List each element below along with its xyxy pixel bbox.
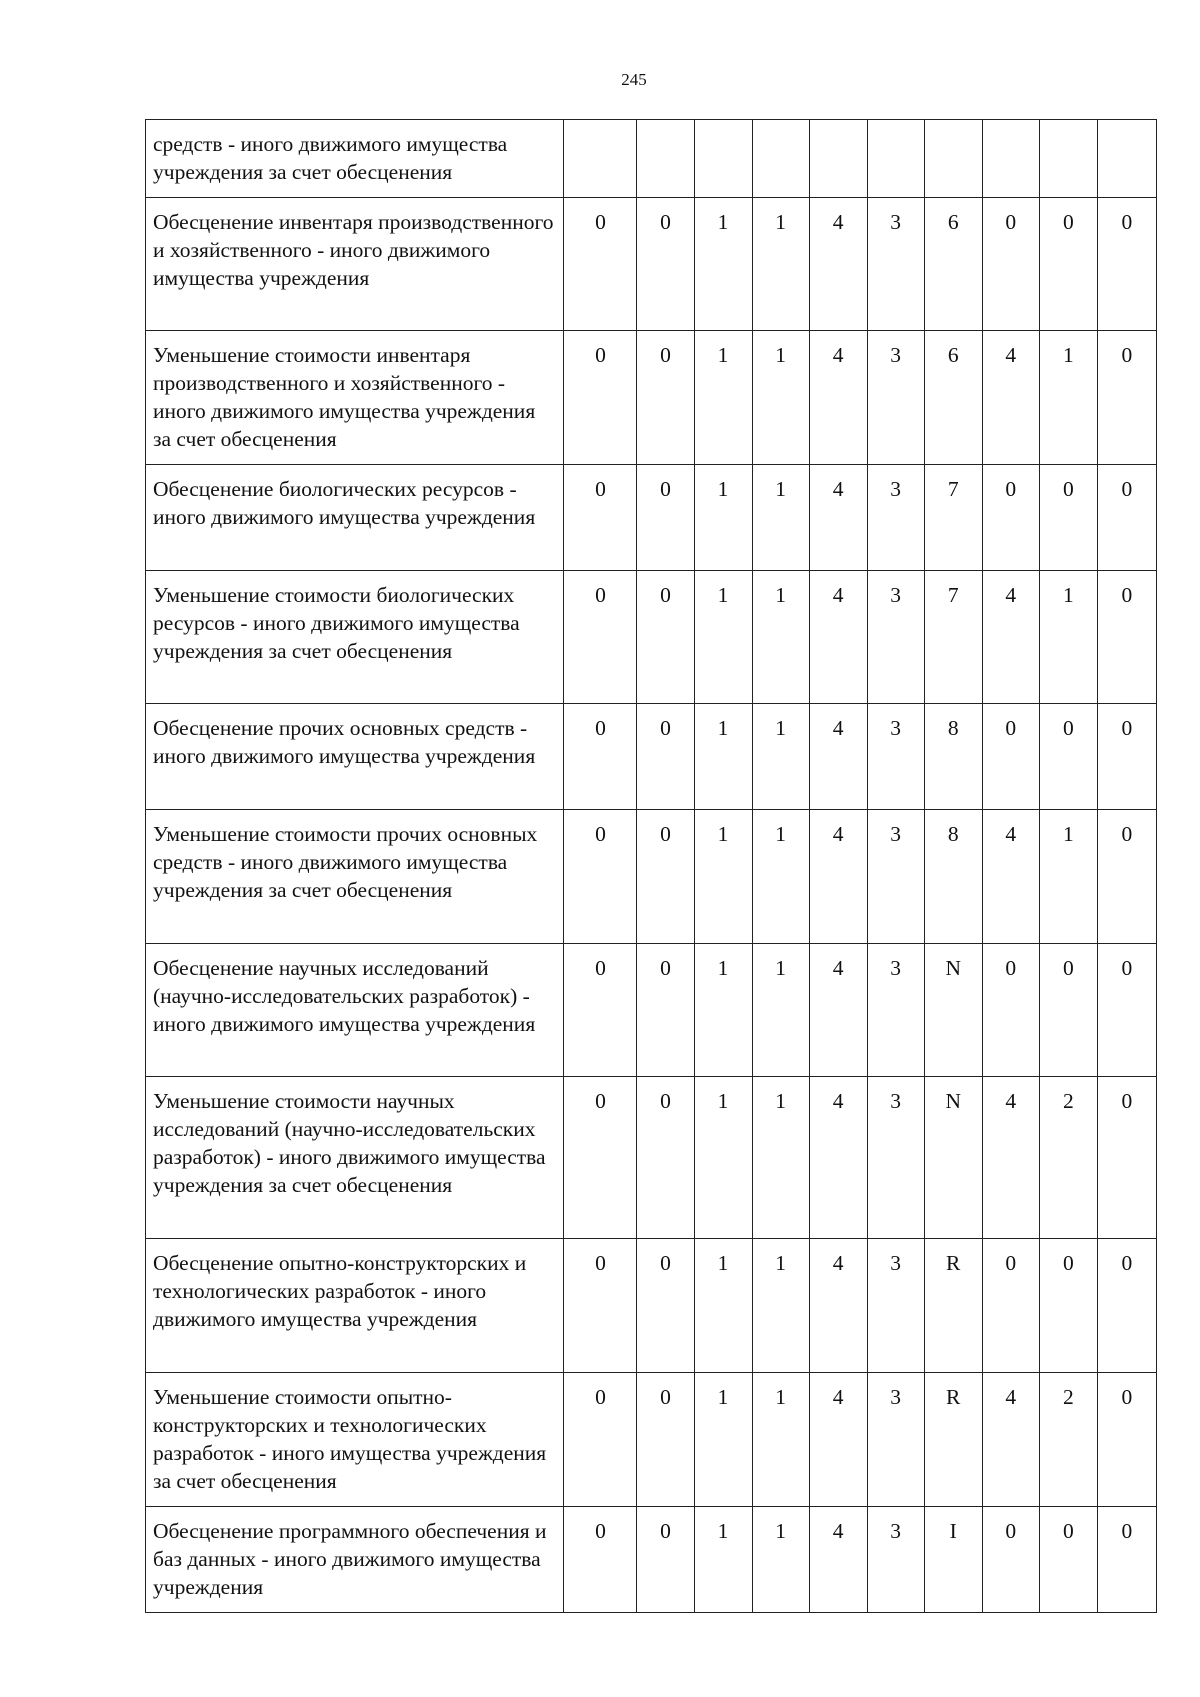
code-digit: 0 xyxy=(982,465,1039,571)
row-description: средств - иного движимого имущества учреждения за счет обесценения xyxy=(146,120,564,198)
code-digit: 1 xyxy=(752,1239,809,1373)
code-digit: 0 xyxy=(1097,571,1156,704)
code-digit: 0 xyxy=(1039,1239,1097,1373)
code-digit: 1 xyxy=(694,810,752,944)
code-digit: 0 xyxy=(637,704,694,810)
code-digit: 4 xyxy=(809,1077,867,1239)
code-digit xyxy=(637,120,694,198)
code-digit: 7 xyxy=(924,571,982,704)
code-digit: 1 xyxy=(752,331,809,465)
code-digit: 1 xyxy=(694,944,752,1077)
code-digit: 2 xyxy=(1039,1077,1097,1239)
code-digit: 1 xyxy=(694,1373,752,1507)
code-digit: 3 xyxy=(867,1507,924,1613)
code-digit xyxy=(564,120,637,198)
code-digit: 0 xyxy=(564,1507,637,1613)
table-row xyxy=(146,944,1157,1077)
code-digit: 1 xyxy=(752,1077,809,1239)
code-digit: 6 xyxy=(924,331,982,465)
code-digit: 0 xyxy=(564,1077,637,1239)
table-row xyxy=(146,198,1157,331)
table-row xyxy=(146,810,1157,944)
code-digit: 0 xyxy=(1097,198,1156,331)
row-description: Уменьшение стоимости инвентаря производственного и хозяйственного - иного движимого имущества учреждения за счет обесценения xyxy=(146,331,564,465)
code-digit: 8 xyxy=(924,810,982,944)
code-digit: 1 xyxy=(752,198,809,331)
code-digit: 4 xyxy=(982,1077,1039,1239)
code-digit: 1 xyxy=(694,1507,752,1613)
code-digit: 4 xyxy=(809,1507,867,1613)
table-row xyxy=(146,1507,1157,1613)
code-digit: 0 xyxy=(637,465,694,571)
table-row xyxy=(146,120,1157,198)
code-digit: 0 xyxy=(982,198,1039,331)
code-digit: 7 xyxy=(924,465,982,571)
code-digit: 0 xyxy=(637,1373,694,1507)
row-description: Обесценение опытно-конструкторских и технологических разработок - иного движимого имущества учреждения xyxy=(146,1239,564,1373)
code-digit: 4 xyxy=(982,1373,1039,1507)
row-description: Уменьшение стоимости опытно-конструкторских и технологических разработок - иного имущества учреждения за счет обесценения xyxy=(146,1373,564,1507)
code-digit: 0 xyxy=(982,1239,1039,1373)
code-digit: 0 xyxy=(1097,465,1156,571)
code-digit: 3 xyxy=(867,198,924,331)
code-digit: 4 xyxy=(809,1239,867,1373)
code-digit: 0 xyxy=(637,331,694,465)
account-codes-table xyxy=(145,119,1157,1613)
code-digit: 1 xyxy=(1039,331,1097,465)
row-description: Обесценение программного обеспечения и баз данных - иного движимого имущества учреждения xyxy=(146,1507,564,1613)
code-digit: 4 xyxy=(809,810,867,944)
code-digit: 0 xyxy=(564,810,637,944)
code-digit: 4 xyxy=(809,1373,867,1507)
code-digit: 0 xyxy=(1039,944,1097,1077)
code-digit xyxy=(1097,120,1156,198)
code-digit: 0 xyxy=(982,1507,1039,1613)
code-digit: 3 xyxy=(867,465,924,571)
code-digit: 0 xyxy=(564,704,637,810)
table-row xyxy=(146,704,1157,810)
code-digit: 1 xyxy=(752,810,809,944)
code-digit: 1 xyxy=(752,704,809,810)
row-description: Обесценение научных исследований (научно-исследовательских разработок) - иного движимого имущества учреждения xyxy=(146,944,564,1077)
code-digit xyxy=(809,120,867,198)
code-digit: 3 xyxy=(867,810,924,944)
code-digit: 4 xyxy=(809,331,867,465)
code-digit: 0 xyxy=(1097,331,1156,465)
code-digit: 6 xyxy=(924,198,982,331)
code-digit: 8 xyxy=(924,704,982,810)
code-digit: 0 xyxy=(1039,1507,1097,1613)
code-digit xyxy=(694,120,752,198)
code-digit: 1 xyxy=(694,1077,752,1239)
code-digit: 0 xyxy=(637,198,694,331)
code-digit: 0 xyxy=(982,704,1039,810)
code-digit: 4 xyxy=(982,810,1039,944)
code-digit: 1 xyxy=(694,198,752,331)
code-digit: 3 xyxy=(867,1239,924,1373)
code-digit: 0 xyxy=(1097,704,1156,810)
table-row xyxy=(146,1077,1157,1239)
row-description: Обесценение биологических ресурсов - иного движимого имущества учреждения xyxy=(146,465,564,571)
code-digit: 2 xyxy=(1039,1373,1097,1507)
row-description: Уменьшение стоимости прочих основных средств - иного движимого имущества учреждения за счет обесценения xyxy=(146,810,564,944)
code-digit: 1 xyxy=(752,1373,809,1507)
code-digit: 4 xyxy=(982,571,1039,704)
table-row xyxy=(146,1373,1157,1507)
code-digit: 0 xyxy=(1097,1507,1156,1613)
code-digit: 0 xyxy=(1097,810,1156,944)
code-digit xyxy=(867,120,924,198)
code-digit: 3 xyxy=(867,1373,924,1507)
row-description: Обесценение инвентаря производственного и хозяйственного - иного движимого имущества учреждения xyxy=(146,198,564,331)
code-digit: 0 xyxy=(564,944,637,1077)
code-digit: 3 xyxy=(867,571,924,704)
code-digit: N xyxy=(924,1077,982,1239)
code-digit: 0 xyxy=(637,1507,694,1613)
table-body xyxy=(146,120,1157,1613)
code-digit: 1 xyxy=(694,465,752,571)
code-digit: 3 xyxy=(867,1077,924,1239)
code-digit: 4 xyxy=(809,704,867,810)
code-digit: 0 xyxy=(637,1077,694,1239)
code-digit: 1 xyxy=(694,331,752,465)
table-row xyxy=(146,465,1157,571)
code-digit: 0 xyxy=(564,1239,637,1373)
code-digit xyxy=(752,120,809,198)
code-digit: 1 xyxy=(694,571,752,704)
code-digit: 1 xyxy=(1039,810,1097,944)
code-digit: I xyxy=(924,1507,982,1613)
code-digit: 0 xyxy=(637,571,694,704)
code-digit: 4 xyxy=(809,198,867,331)
code-digit: 4 xyxy=(809,465,867,571)
code-digit: 0 xyxy=(1039,704,1097,810)
code-digit: 1 xyxy=(1039,571,1097,704)
code-digit: 1 xyxy=(752,1507,809,1613)
code-digit: R xyxy=(924,1373,982,1507)
code-digit: 0 xyxy=(1097,1077,1156,1239)
code-digit xyxy=(982,120,1039,198)
code-digit: 0 xyxy=(564,465,637,571)
table-row xyxy=(146,1239,1157,1373)
table-row xyxy=(146,571,1157,704)
code-digit: 3 xyxy=(867,331,924,465)
code-digit: 0 xyxy=(637,810,694,944)
code-digit: 0 xyxy=(1039,465,1097,571)
code-digit: 1 xyxy=(694,1239,752,1373)
row-description: Уменьшение стоимости биологических ресурсов - иного движимого имущества учреждения за счет обесценения xyxy=(146,571,564,704)
code-digit: 4 xyxy=(809,571,867,704)
code-digit: 1 xyxy=(752,571,809,704)
row-description: Обесценение прочих основных средств - иного движимого имущества учреждения xyxy=(146,704,564,810)
table-row xyxy=(146,331,1157,465)
code-digit: 1 xyxy=(752,465,809,571)
code-digit: 0 xyxy=(637,1239,694,1373)
code-digit: 0 xyxy=(1039,198,1097,331)
page-number: 245 xyxy=(621,70,647,89)
code-digit: 4 xyxy=(982,331,1039,465)
code-digit: 0 xyxy=(564,1373,637,1507)
code-digit: 3 xyxy=(867,944,924,1077)
code-digit: R xyxy=(924,1239,982,1373)
code-digit xyxy=(1039,120,1097,198)
code-digit: 0 xyxy=(1097,1373,1156,1507)
code-digit: N xyxy=(924,944,982,1077)
code-digit: 0 xyxy=(982,944,1039,1077)
code-digit: 0 xyxy=(564,331,637,465)
code-digit: 1 xyxy=(752,944,809,1077)
code-digit: 0 xyxy=(564,198,637,331)
code-digit: 1 xyxy=(694,704,752,810)
code-digit: 0 xyxy=(1097,1239,1156,1373)
row-description: Уменьшение стоимости научных исследований (научно-исследовательских разработок) - иного движимого имущества учреждения за счет обесценения xyxy=(146,1077,564,1239)
code-digit xyxy=(924,120,982,198)
code-digit: 3 xyxy=(867,704,924,810)
code-digit: 0 xyxy=(1097,944,1156,1077)
code-digit: 0 xyxy=(637,944,694,1077)
code-digit: 0 xyxy=(564,571,637,704)
code-digit: 4 xyxy=(809,944,867,1077)
